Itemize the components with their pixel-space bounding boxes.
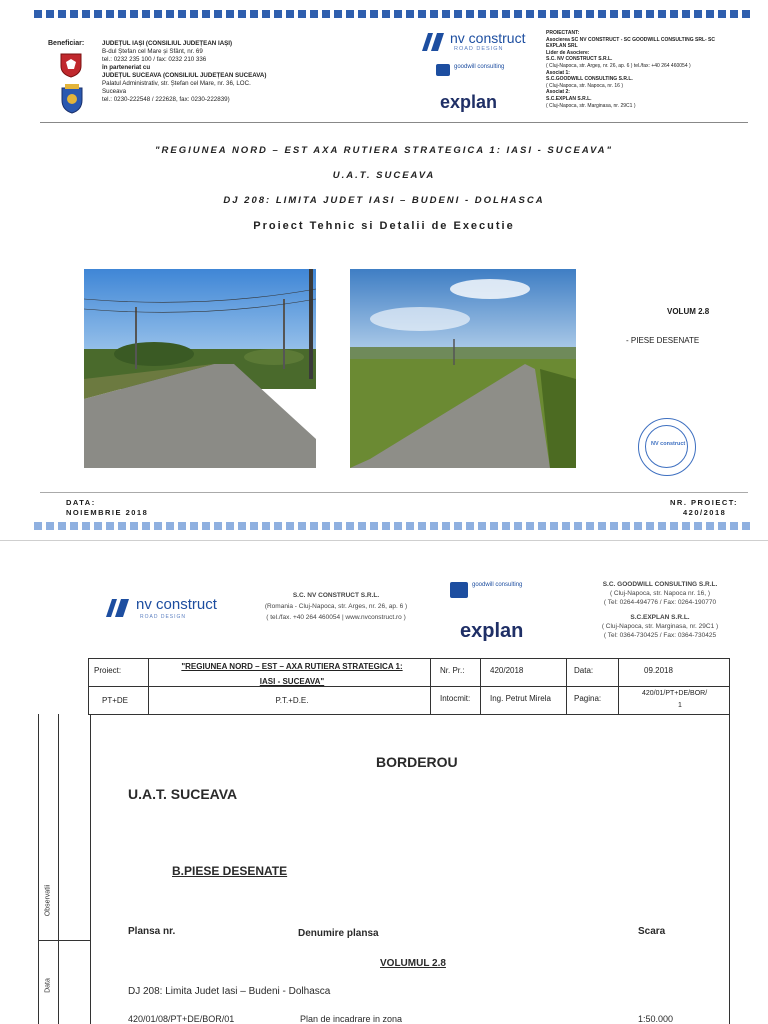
data-value: NOIEMBRIE 2018 [66, 508, 149, 517]
piese-desenate-label: - PIESE DESENATE [626, 336, 700, 345]
bottom-dash-border [34, 522, 752, 530]
table-line [566, 658, 567, 714]
uat-title: U.A.T. SUCEAVA [332, 170, 436, 181]
volumul-heading: VOLUMUL 2.8 [380, 958, 446, 969]
goodwill-company-phone: ( Tel: 0264-494776 / Fax: 0264-190770 [603, 599, 717, 606]
frame-side-divider [38, 940, 90, 941]
nr-pr-value: 420/2018 [490, 666, 524, 675]
column-plansa: Plansa nr. [128, 926, 176, 937]
proiect-value-1: "REGIUNEA NORD – EST – AXA RUTIERA STRATEGICA 1: [181, 662, 403, 671]
beneficiar-1-block [102, 40, 312, 104]
goodwill-logo [436, 62, 526, 80]
borderou-title: BORDEROU [376, 754, 458, 770]
top-dash-border [34, 10, 752, 18]
table-line [729, 658, 730, 714]
frame-left-outer [38, 714, 39, 1024]
goodwill-logo-icon [450, 582, 468, 598]
nv-logo-icon [104, 598, 132, 618]
nv-company-contact: ( tel./fax. +40 264 460054 | www.nvconstruct.ro ) [266, 614, 406, 621]
table-line [430, 658, 431, 714]
row-1-scale: 1:50.000 [638, 1014, 674, 1024]
proiectant-line: Asocierea SC NV CONSTRUCT - SC GOODWILL CONSULTING SRL- SC [546, 36, 715, 43]
nr-pr-label: Nr. Pr.: [440, 666, 465, 675]
beneficiar-2-address-2: Suceava [102, 88, 127, 95]
nv-construct-logo [420, 30, 540, 58]
row-1-name: Plan de incadrare in zona [300, 1014, 403, 1024]
goodwill-company-address: ( Cluj-Napoca, str. Napoca nr. 16, ) [609, 590, 711, 597]
beneficiar-2-phone: tel.: 0230-222548 / 222628, fax: 0230-222839) [102, 96, 230, 103]
goodwill-logo-icon [436, 64, 450, 76]
road-photo-2 [350, 269, 576, 468]
road-photo-1 [84, 269, 316, 468]
table-line [88, 658, 89, 714]
frame-left-inner [58, 714, 59, 1024]
data-side-label: Data [44, 978, 52, 993]
ptde-code: PT+DE [102, 696, 129, 705]
page-2 [0, 540, 768, 1024]
beneficiar-2-name: JUDEȚUL SUCEAVA (CONSILIUL JUDEȚEAN SUCEAVA) [102, 72, 267, 79]
proiectant-line: S.C.EXPLAN S.R.L. [546, 95, 592, 102]
row-1-number: 420/01/08/PT+DE/BOR/01 [128, 1014, 235, 1024]
data-value: 09.2018 [644, 666, 673, 675]
volume-label: VOLUM 2.8 [667, 307, 710, 316]
pagina-label: Pagina: [574, 694, 602, 703]
column-scara: Scara [638, 926, 666, 937]
intocmit-value: Ing. Petrut Mirela [490, 694, 551, 703]
proiect-label: Proiect: [94, 666, 122, 675]
suceava-coat-of-arms-icon [58, 84, 86, 114]
frame-left-main [90, 714, 91, 1024]
partner-company-block [560, 580, 760, 640]
nv-company-block [236, 590, 436, 623]
proiect-value-2: IASI - SUCEAVA" [259, 677, 325, 686]
company-stamp [638, 418, 696, 476]
ptde-value: P.T.+D.E. [275, 696, 309, 705]
nv-logo-icon [420, 32, 446, 52]
explan-company-name: S.C.EXPLAN S.R.L. [630, 614, 690, 621]
explan-company-phone: ( Tel: 0364-730425 / Fax: 0364-730425 [603, 632, 717, 639]
intocmit-label: Intocmit: [440, 694, 471, 703]
proiectant-line: ( Cluj-Napoca, str. Argeș, nr. 26, ap. 6 ) tel./fax: +40 264 460054 ) [546, 62, 691, 69]
explan-logo-p2: explan [460, 620, 524, 642]
nv-logo-subtext: ROAD DESIGN [140, 614, 187, 620]
proiectant-line: ( Cluj-Napoca, str. Marginasa, nr. 29C1 ) [546, 102, 636, 109]
goodwill-logo-text: goodwill consulting [454, 64, 505, 70]
iasi-coat-of-arms-icon [58, 52, 84, 78]
road-subtitle: DJ 208: Limita Judet Iasi – Budeni - Dolhasca [128, 986, 331, 997]
nv-construct-logo-p2 [104, 596, 234, 626]
project-title: "REGIUNEA NORD – EST AXA RUTIERA STRATEGICA 1: IASI - SUCEAVA" [155, 145, 613, 156]
nv-logo-text: nv construct [450, 30, 526, 46]
goodwill-logo-text: goodwill consulting [472, 582, 523, 588]
proiectant-line: EXPLAN SRL [546, 43, 578, 50]
data-label: DATA: [66, 498, 96, 507]
project-info-table [88, 658, 730, 714]
table-line [618, 658, 619, 714]
project-number-label: NR. PROIECT: [670, 498, 739, 507]
header-divider [40, 122, 748, 123]
footer-divider [40, 492, 748, 493]
goodwill-logo-p2 [450, 580, 550, 600]
table-line [148, 658, 149, 714]
page-separator [0, 540, 768, 541]
proiectant-line: Lider de Asociere: [546, 49, 590, 56]
partner-text: în parteneriat cu [102, 64, 151, 71]
nv-logo-text: nv construct [136, 596, 217, 613]
nv-company-address: (Romania - Cluj-Napoca, str. Arges, nr. 26, ap. 6 ) [264, 603, 408, 610]
frame-right [729, 714, 730, 1024]
beneficiar-1-name: JUDEȚUL IAȘI (CONSILIUL JUDEȚEAN IAȘI) [102, 40, 233, 47]
stamp-text: NV construct [651, 441, 686, 447]
beneficiar-2-address-1: Palatul Administrativ, str. Ștefan cel Mare, nr. 36, LOC. [102, 80, 251, 87]
proiectant-line: PROIECTANT: [546, 30, 580, 36]
beneficiar-1-phone: tel.: 0232 235 100 / fax: 0232 210 336 [102, 56, 207, 63]
goodwill-company-name: S.C. GOODWILL CONSULTING S.R.L. [602, 581, 718, 588]
table-line [88, 714, 730, 715]
beneficiar-label: Beneficiar: [48, 40, 85, 47]
road-title: DJ 208: LIMITA JUDET IASI – BUDENI - DOLHASCA [223, 195, 545, 206]
project-phase-title: Proiect Tehnic si Detalii de Executie [253, 220, 515, 232]
proiectant-line: Asociat 2: [546, 89, 570, 96]
section-heading: B.PIESE DESENATE [172, 864, 288, 878]
proiectant-line: S.C. NV CONSTRUCT S.R.L. [546, 56, 613, 63]
data-label: Data: [574, 666, 594, 675]
explan-company-address: ( Cluj-Napoca, str. Marginasa, nr. 29C1 ) [601, 623, 719, 630]
explan-logo: explan [440, 92, 498, 112]
column-denumire: Denumire plansa [298, 928, 379, 939]
proiectant-block [546, 30, 766, 109]
project-number-value: 420/2018 [683, 508, 727, 517]
uat-heading: U.A.T. SUCEAVA [128, 786, 238, 802]
proiectant-line: S.C.GOODWILL CONSULTING S.R.L. [546, 76, 633, 83]
proiectant-line: ( Cluj-Napoca, str. Napoca, nr. 16 ) [546, 82, 623, 89]
beneficiar-1-address: B-dul Ștefan cel Mare și Sfânt, nr. 69 [102, 48, 203, 55]
nv-logo-subtext: ROAD DESIGN [454, 46, 504, 52]
table-line [88, 658, 730, 659]
table-line [480, 658, 481, 714]
proiectant-line: Asociat 1: [546, 69, 570, 76]
nv-company-name: S.C. NV CONSTRUCT S.R.L. [292, 592, 380, 599]
table-line [88, 686, 730, 687]
observatii-side-label: Observatii [44, 884, 52, 917]
pagina-value: 420/01/PT+DE/BOR/ [642, 690, 708, 697]
pagina-value-2: 1 [678, 702, 682, 709]
